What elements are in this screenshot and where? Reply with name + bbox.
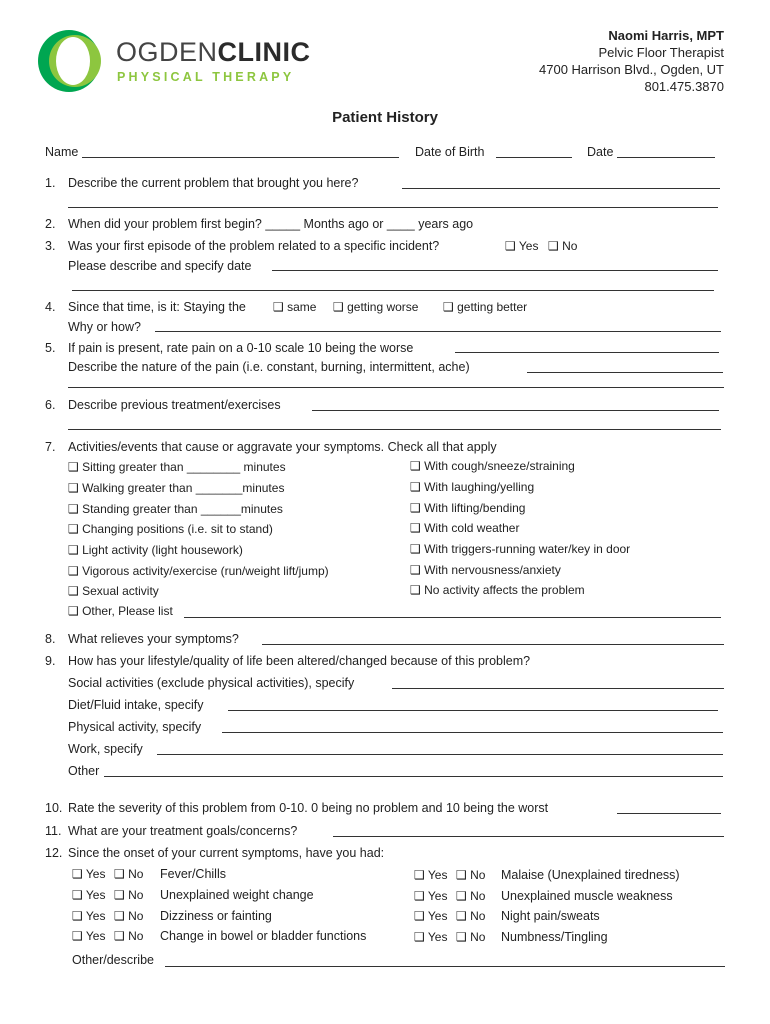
brand-tagline: PHYSICAL THERAPY (117, 70, 295, 84)
q5-number: 5. (45, 341, 56, 355)
q7-option-cough[interactable]: ❑ With cough/sneeze/straining (410, 459, 575, 473)
q9-number: 9. (45, 654, 56, 668)
q12-weakness-label: Unexplained muscle weakness (501, 889, 673, 903)
q12-text: Since the onset of your current symptoms, have you had: (68, 846, 385, 860)
ogden-clinic-logo-icon (38, 28, 104, 94)
q7-option-none[interactable]: ❑ No activity affects the problem (410, 583, 585, 597)
q9-text: How has your lifestyle/quality of life been altered/changed because of this problem? (68, 654, 531, 668)
q9-social-line[interactable] (392, 688, 724, 689)
q7-option-sitting[interactable]: ❑ Sitting greater than ________ minutes (68, 460, 286, 474)
q9-physical-line[interactable] (222, 732, 723, 733)
q10-answer-line[interactable] (617, 813, 721, 814)
q4-sub-text: Why or how? (68, 320, 141, 334)
q7-other-line[interactable] (184, 617, 721, 618)
q6-text: Describe previous treatment/exercises (68, 398, 281, 412)
q4-worse-checkbox[interactable]: ❑ getting worse (333, 300, 419, 314)
q10-text: Rate the severity of this problem from 0-10. 0 being no problem and 10 being the worst (68, 801, 549, 815)
q2-number: 2. (45, 217, 56, 231)
q7-option-vigorous[interactable]: ❑ Vigorous activity/exercise (run/weight lift/jump) (68, 564, 329, 578)
q11-answer-line[interactable] (333, 836, 724, 837)
q11-text: What are your treatment goals/concerns? (68, 824, 298, 838)
brand-name: OGDENCLINIC (116, 37, 311, 67)
q12-other-line[interactable] (165, 966, 725, 967)
q5-text: If pain is present, rate pain on a 0-10 scale 10 being the worse (68, 341, 414, 355)
q9-diet-label: Diet/Fluid intake, specify (68, 698, 204, 712)
q7-option-standing[interactable]: ❑ Standing greater than ______minutes (68, 502, 283, 516)
q1-text: Describe the current problem that brought you here? (68, 176, 359, 190)
q1-answer-line-2[interactable] (68, 207, 718, 208)
q3-answer-line[interactable] (272, 270, 718, 271)
q5-answer-line-2[interactable] (527, 372, 723, 373)
date-label: Date (587, 145, 614, 159)
q12-dizziness-no[interactable]: ❑ No (114, 909, 144, 923)
q7-option-sexual[interactable]: ❑ Sexual activity (68, 584, 159, 598)
q9-work-line[interactable] (157, 754, 723, 755)
name-field[interactable] (82, 157, 399, 158)
q12-numbness-no[interactable]: ❑ No (456, 930, 486, 944)
q3-yes-checkbox[interactable]: ❑ Yes (505, 239, 539, 253)
q4-answer-line[interactable] (155, 331, 721, 332)
q5-answer-line-3[interactable] (68, 387, 724, 388)
q12-malaise-no[interactable]: ❑ No (456, 868, 486, 882)
q5-answer-line[interactable] (455, 352, 719, 353)
q10-number: 10. (45, 801, 63, 815)
q5-sub-text: Describe the nature of the pain (i.e. constant, burning, intermittent, ache) (68, 360, 470, 374)
q12-malaise-yes[interactable]: ❑ Yes (414, 868, 448, 882)
q6-answer-line-2[interactable] (68, 429, 721, 430)
q4-number: 4. (45, 300, 56, 314)
q3-no-checkbox[interactable]: ❑ No (548, 239, 578, 253)
q1-number: 1. (45, 176, 56, 190)
clinic-phone: 801.475.3870 (644, 79, 724, 94)
q7-option-other[interactable]: ❑ Other, Please list (68, 604, 173, 618)
q7-option-light[interactable]: ❑ Light activity (light housework) (68, 543, 243, 557)
q2-text: When did your problem first begin? _____ Months ago or ____ years ago (68, 217, 474, 231)
q3-sub-text: Please describe and specify date (68, 259, 252, 273)
therapist-name: Naomi Harris, MPT (608, 28, 724, 43)
q8-answer-line[interactable] (262, 644, 724, 645)
q12-fever-no[interactable]: ❑ No (114, 867, 144, 881)
q4-same-checkbox[interactable]: ❑ same (273, 300, 317, 314)
q12-weight-label: Unexplained weight change (160, 888, 314, 902)
date-field[interactable] (617, 157, 715, 158)
name-label: Name (45, 145, 79, 159)
q3-text: Was your first episode of the problem related to a specific incident? (68, 239, 440, 253)
q9-diet-line[interactable] (228, 710, 718, 711)
q3-answer-line-2[interactable] (72, 290, 714, 291)
q4-better-checkbox[interactable]: ❑ getting better (443, 300, 528, 314)
q12-number: 12. (45, 846, 63, 860)
q7-option-nervousness[interactable]: ❑ With nervousness/anxiety (410, 563, 561, 577)
q9-social-label: Social activities (exclude physical activities), specify (68, 676, 355, 690)
q12-weakness-yes[interactable]: ❑ Yes (414, 889, 448, 903)
page-title: Patient History (332, 109, 438, 126)
q7-option-changing[interactable]: ❑ Changing positions (i.e. sit to stand) (68, 522, 273, 536)
q4-text: Since that time, is it: Staying the (68, 300, 246, 314)
q8-number: 8. (45, 632, 56, 646)
clinic-address: 4700 Harrison Blvd., Ogden, UT (539, 62, 724, 77)
q9-physical-label: Physical activity, specify (68, 720, 202, 734)
q8-text: What relieves your symptoms? (68, 632, 239, 646)
q12-bowel-label: Change in bowel or bladder functions (160, 929, 367, 943)
q11-number: 11. (45, 824, 62, 838)
q6-number: 6. (45, 398, 56, 412)
q12-weight-yes[interactable]: ❑ Yes (72, 888, 106, 902)
q12-dizziness-label: Dizziness or fainting (160, 909, 272, 923)
q12-fever-yes[interactable]: ❑ Yes (72, 867, 106, 881)
q7-number: 7. (45, 440, 56, 454)
q12-numbness-label: Numbness/Tingling (501, 930, 608, 944)
q12-other-label: Other/describe (72, 953, 154, 967)
q12-nightpain-label: Night pain/sweats (501, 909, 600, 923)
q7-option-cold[interactable]: ❑ With cold weather (410, 521, 520, 535)
q12-bowel-yes[interactable]: ❑ Yes (72, 929, 106, 943)
dob-label: Date of Birth (415, 145, 485, 159)
q12-malaise-label: Malaise (Unexplained tiredness) (501, 868, 680, 882)
q12-weight-no[interactable]: ❑ No (114, 888, 144, 902)
q12-nightpain-yes[interactable]: ❑ Yes (414, 909, 448, 923)
q3-number: 3. (45, 239, 56, 253)
q1-answer-line[interactable] (402, 188, 720, 189)
therapist-role: Pelvic Floor Therapist (598, 45, 724, 60)
q6-answer-line[interactable] (312, 410, 719, 411)
q7-option-laughing[interactable]: ❑ With laughing/yelling (410, 480, 535, 494)
q9-other-label: Other (68, 764, 100, 778)
q9-work-label: Work, specify (68, 742, 143, 756)
q12-dizziness-yes[interactable]: ❑ Yes (72, 909, 106, 923)
q7-option-lifting[interactable]: ❑ With lifting/bending (410, 501, 526, 515)
dob-field[interactable] (496, 157, 572, 158)
q12-nightpain-no[interactable]: ❑ No (456, 909, 486, 923)
q7-option-triggers[interactable]: ❑ With triggers-running water/key in door (410, 542, 631, 556)
q12-numbness-yes[interactable]: ❑ Yes (414, 930, 448, 944)
q7-text: Activities/events that cause or aggravate your symptoms. Check all that apply (68, 440, 497, 454)
q7-option-walking[interactable]: ❑ Walking greater than _______minutes (68, 481, 285, 495)
q12-weakness-no[interactable]: ❑ No (456, 889, 486, 903)
q9-other-line[interactable] (104, 776, 723, 777)
q12-bowel-no[interactable]: ❑ No (114, 929, 144, 943)
q12-fever-label: Fever/Chills (160, 867, 226, 881)
